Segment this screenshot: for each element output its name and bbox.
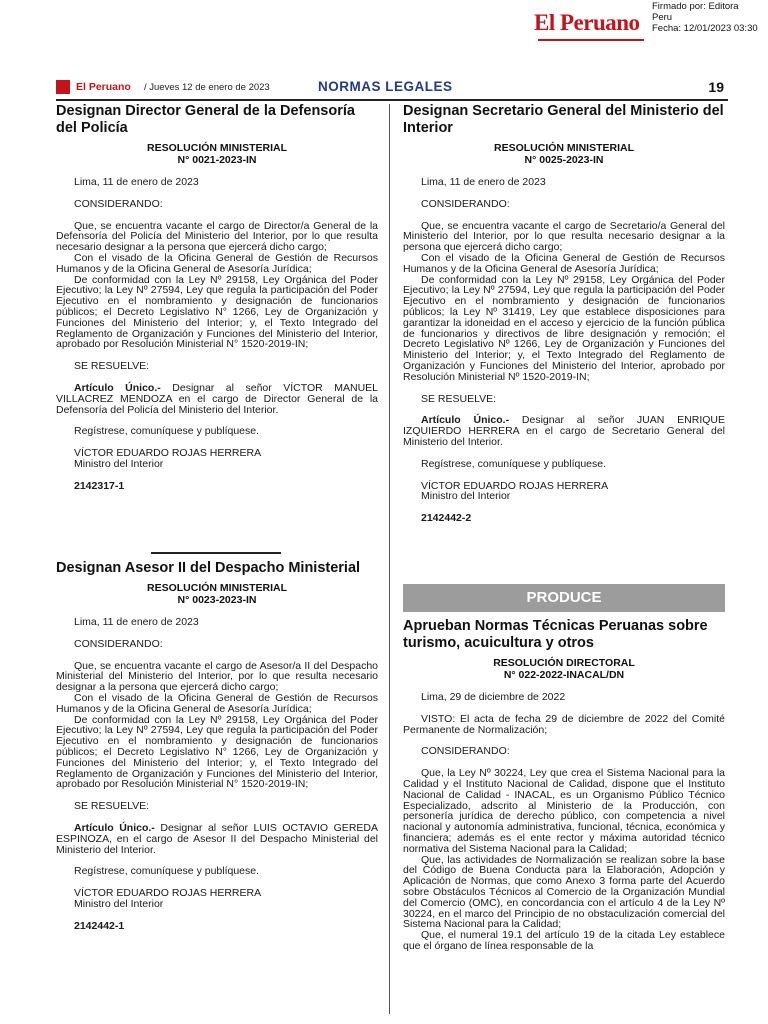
- paragraph: Que, las actividades de Normalización se realizan sobre la base del Código de Buena Conducta para la Elaboración, Adopción y Aplicación de Normas, que como Anexo 3 forma parte del Acuerdo sobre Obstáculos Técnicos al Comercio de la Organización Mundial del Comercio (OMC), en concordancia con el artículo 4 de la Ley Nº 30224, en el marco del Principio de no obstaculización comercial del Sistema Nacional para la Calidad;: [403, 853, 725, 931]
- paragraph: Que, se encuentra vacante el cargo de Secretario/a General del Ministerio del Interior, por lo que resulta necesario designar a la persona que ejercerá dicho cargo;: [403, 219, 725, 254]
- article-title: Designan Secretario General del Ministerio del Interior: [403, 103, 724, 136]
- article-body: [56, 823, 378, 855]
- paragraph: De conformidad con la Ley Nº 29158, Ley Orgánica del Poder Ejecutivo; la Ley Nº 27594, Ley que regula la participación del Poder Ejecutivo en el nombramiento y designación de funcionarios públicos; el Decreto Legislativo N° 1266, Ley de Organización y Funciones del Ministerio del Interior; y, el Texto Integrado del Reglamento de Organización y Funciones del Ministerio del Interior, aprobado por Resolución Ministerial N° 1520-2019-IN;: [56, 713, 378, 791]
- signature-block: [0, 0, 768, 68]
- considerando-label: CONSIDERANDO:: [74, 637, 163, 650]
- signature-line: Fecha: 12/01/2023 03:30: [652, 23, 758, 34]
- paragraph: Que, se encuentra vacante el cargo de Asesor/a II del Despacho Ministerial del Ministerio del Interior, por lo que resulta necesario designar a la persona que ejercerá dicho cargo;: [56, 659, 378, 694]
- resolution-number: N° 0023-2023-IN: [177, 593, 257, 606]
- article-label: Artículo Único.-: [74, 381, 161, 394]
- article-secretario-general: [403, 103, 725, 524]
- resolution-number: N° 0025-2023-IN: [524, 153, 604, 166]
- article-label: Artículo Único.-: [421, 414, 510, 427]
- resolution-type: RESOLUCIÓN DIRECTORAL: [493, 657, 635, 669]
- closing-formula: Regístrese, comuníquese y publíquese.: [74, 425, 260, 438]
- digital-signature: [652, 1, 758, 34]
- signatory-name: VÍCTOR EDUARDO ROJAS HERRERA: [74, 447, 262, 460]
- article-title: Aprueban Normas Técnicas Peruanas sobre turismo, acuicultura y otros: [403, 618, 708, 651]
- article-text: Designar al señor LUIS OCTAVIO GEREDA ESPINOZA, en el cargo de Asesor II del Despacho Ministerial del Ministerio del Interior.: [56, 821, 378, 856]
- signatory-name: VÍCTOR EDUARDO ROJAS HERRERA: [421, 479, 609, 492]
- resolution-number: N° 0021-2023-IN: [177, 153, 257, 166]
- header-date: / Jueves 12 de enero de 2023: [144, 82, 270, 93]
- signatory-name: VÍCTOR EDUARDO ROJAS HERRERA: [74, 887, 262, 900]
- visto-paragraph: VISTO: El acta de fecha 29 de diciembre de 2022 del Comité Permanente de Normalización;: [403, 712, 725, 736]
- signatory-title: Ministro del Interior: [74, 457, 164, 470]
- considerando-label: CONSIDERANDO:: [421, 197, 510, 210]
- peru-emblem-icon: [56, 80, 70, 94]
- se-resuelve-label: SE RESUELVE:: [421, 392, 497, 405]
- signature-line: Peru: [652, 12, 673, 23]
- resolution-number: N° 022-2022-INACAL/DN: [503, 668, 625, 681]
- signatory-title: Ministro del Interior: [421, 490, 511, 503]
- se-resuelve-label: SE RESUELVE:: [74, 360, 150, 373]
- signature-line: Firmado por: Editora: [652, 1, 739, 12]
- article-asesor-despacho: [56, 560, 378, 932]
- place-date: Lima, 29 de diciembre de 2022: [421, 691, 566, 703]
- page-header: [56, 78, 728, 98]
- closing-formula: Regístrese, comuníquese y publíquese.: [74, 865, 260, 878]
- paragraph: Que, se encuentra vacante el cargo de Director/a General de la Defensoría del Policía del Ministerio del Interior, por lo que resulta necesario designar a la persona que ejercerá dicho cargo;: [56, 219, 378, 254]
- paragraph: Con el visado de la Oficina General de Gestión de Recursos Humanos y de la Oficina General de Asesoría Jurídica;: [403, 251, 725, 275]
- article-text: Designar al señor VÍCTOR MANUEL VILLACREZ MENDOZA en el cargo de Director General de la Defensoría del Policía del Ministerio del Interior.: [56, 381, 379, 416]
- paragraph: De conformidad con la Ley Nº 29158, Ley Orgánica del Poder Ejecutivo; la Ley Nº 27594, Ley que regula la participación del Poder Ejecutivo en el nombramiento y designación de funcionarios públicos; el Decreto Legislativo N° 1266, Ley de Organización y Funciones del Ministerio del Interior; y, el Texto Integrado del Reglamento de Organización y Funciones del Ministerio del Interior, aprobado por Resolución Ministerial N° 1520-2019-IN;: [56, 273, 378, 351]
- se-resuelve-label: SE RESUELVE:: [74, 800, 150, 813]
- article-separator: [151, 552, 281, 554]
- article-title: Designan Asesor II del Despacho Ministerial: [56, 560, 361, 576]
- section-banner-produce: PRODUCE: [403, 584, 725, 612]
- considerando-label: CONSIDERANDO:: [74, 197, 163, 210]
- considerando-label: CONSIDERANDO:: [421, 745, 510, 758]
- article-text: Designar al señor JUAN ENRIQUE IZQUIERDO HERRERA en el cargo de Secretario General del Ministerio del Interior.: [403, 414, 725, 448]
- signatory-title: Ministro del Interior: [74, 897, 164, 910]
- paragraph: De conformidad con la Ley Nº 29158, Ley Orgánica del Poder Ejecutivo; la Ley Nº 27594, Ley que regula la participación del Poder Ejecutivo en el nombramiento y designación de funcionarios públicos; la Ley Nº 31419, Ley que establece disposiciones para garantizar la idoneidad en el acceso y ejercicio de la función pública de funcionarios y directivos de libre designación y remoción; el Decreto Legislativo Nº 1266, Ley de Organización y Funciones del Ministerio del Interior; y, el Texto Integrado del Reglamento de Organización y Funciones del Ministerio del Interior, aprobado por Resolución Ministerial Nº 1520-2019-IN;: [403, 273, 725, 383]
- publication-number: 2142442-1: [74, 919, 125, 932]
- publication-number: 2142317-1: [74, 479, 125, 492]
- paragraph: Con el visado de la Oficina General de Gestión de Recursos Humanos y de la Oficina General de Asesoría Jurídica;: [56, 251, 378, 275]
- place-date: Lima, 11 de enero de 2023: [74, 616, 199, 628]
- publication-number: 2142442-2: [421, 512, 472, 525]
- closing-formula: Regístrese, comuníquese y publíquese.: [421, 457, 607, 470]
- place-date: Lima, 11 de enero de 2023: [74, 176, 199, 188]
- article-body: [56, 383, 378, 415]
- column-divider: [389, 104, 390, 1014]
- article-body: [403, 415, 725, 447]
- article-normas-tecnicas: [403, 618, 725, 952]
- paragraph: Que, el numeral 19.1 del artículo 19 de la citada Ley establece que el órgano de línea responsable de la: [403, 929, 725, 952]
- paragraph: Con el visado de la Oficina General de Gestión de Recursos Humanos y de la Oficina General de Asesoría Jurídica;: [56, 691, 378, 715]
- article-label: Artículo Único.-: [74, 821, 155, 834]
- header-newspaper-name: El Peruano: [76, 81, 131, 93]
- resolution-type: RESOLUCIÓN MINISTERIAL: [493, 142, 634, 154]
- paragraph: Que, la Ley Nº 30224, Ley que crea el Sistema Nacional para la Calidad y el Instituto Nacional de Calidad, dispone que el Instituto Nacional de Calidad - INACAL, es un Organismo Público Técnico Especializado, adscrito al Ministerio de la Producción, con personería jurídica de derecho público, con competencia a nivel nacional y autonomía administrativa, funcional, técnica, económica y financiera; además es el ente rector y máxima autoridad técnico normativa del Sistema Nacional para la Calidad;: [403, 767, 725, 855]
- header-rule: [56, 99, 728, 101]
- el-peruano-logo: El Peruano: [534, 10, 640, 35]
- article-director-defensoria: [56, 103, 378, 492]
- article-title: Designan Director General de la Defensoría del Policía: [56, 103, 355, 136]
- header-section-title: NORMAS LEGALES: [318, 79, 453, 94]
- page-number: 19: [708, 79, 724, 95]
- resolution-type: RESOLUCIÓN MINISTERIAL: [146, 142, 287, 154]
- logo-underline: [538, 39, 644, 41]
- place-date: Lima, 11 de enero de 2023: [421, 176, 546, 188]
- resolution-type: RESOLUCIÓN MINISTERIAL: [146, 582, 287, 594]
